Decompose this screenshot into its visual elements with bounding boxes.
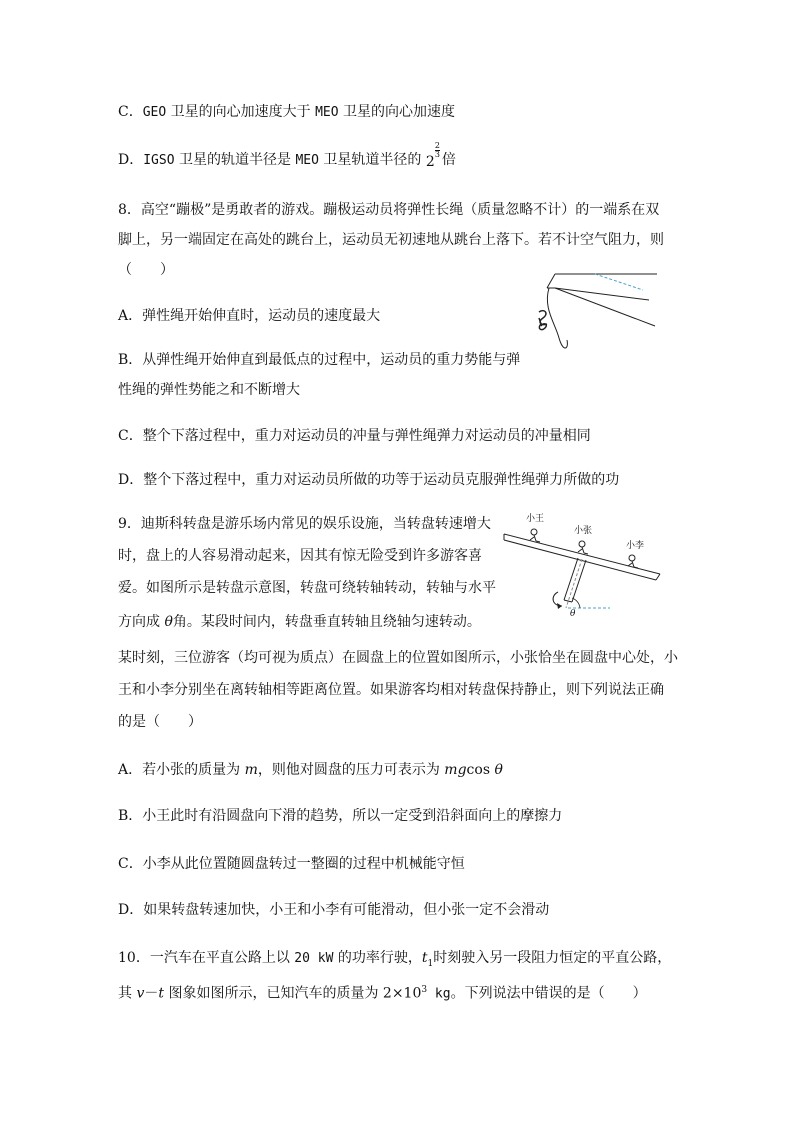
q9-stem-line3: 爱。如图所示是转盘示意图，转盘可绕转轴转动，转轴与水平 <box>118 580 496 596</box>
q8-option-d: D．整个下落过程中，重力对运动员所做的功等于运动员克服弹性绳弹力所做的功 <box>118 472 620 488</box>
dashed-guide <box>595 274 643 290</box>
q9-option-a: A．若小张的质量为 m，则他对圆盘的压力可表示为 mgcos θ <box>118 762 503 778</box>
q9-stem-line2: 时，盘上的人容易滑动起来，因其有惊无险受到许多游客喜 <box>118 548 482 564</box>
q9-stem-line6: 王和小李分别坐在离转轴相等距离位置。如果游客均相对转盘保持静止，则下列说法正确 <box>118 682 664 698</box>
q9-stem-line4: 方向成 θ角。某段时间内，转盘垂直转轴且绕轴匀速转动。 <box>118 614 481 630</box>
q9-option-b: B．小王此时有沿圆盘向下滑的趋势，所以一定受到沿斜面向上的摩擦力 <box>118 808 563 824</box>
q8-stem-line3: （ ） <box>118 262 174 278</box>
label-zhang: 小张 <box>574 526 593 536</box>
q7-option-d: D．IGSO 卫星的轨道半径是 MEO 卫星轨道半径的 2 2 3 倍 <box>118 141 456 170</box>
bungee-cord <box>547 288 567 348</box>
q9-stem-line5: 某时刻，三位游客（均可视为质点）在圆盘上的位置如图所示，小张恰坐在圆盘中心处，小 <box>118 650 678 666</box>
q7-option-c: C．GEO 卫星的向心加速度大于 MEO 卫星的向心加速度 <box>118 104 456 120</box>
q9-stem-line1: 9．迪斯科转盘是游乐场内常见的娱乐设施，当转盘转速增大 <box>118 516 491 532</box>
q8-option-b-line1: B．从弹性绳开始伸直到最低点的过程中，运动员的重力势能与弹 <box>118 352 521 368</box>
q8-stem-line1: 8．高空“蹦极”是勇敢者的游戏。蹦极运动员将弹性长绳（质量忽略不计）的一端系在双 <box>118 202 660 218</box>
q8-option-b-line2: 性绳的弹性势能之和不断增大 <box>118 382 300 398</box>
q9-option-c: C．小李从此位置随圆盘转过一整圈的过程中机械能守恒 <box>118 856 465 872</box>
q9-option-d: D．如果转盘转速加快，小王和小李有可能滑动，但小张一定不会滑动 <box>118 902 550 918</box>
theta-label: θ <box>570 609 576 619</box>
platform-slope <box>555 288 655 326</box>
q10-line2: 其 v－t 图象如图所示，已知汽车的质量为 $2\times 10^3$ kg。下列说法中错误的是（ ） <box>118 985 647 1002</box>
rotation-axle <box>564 558 586 608</box>
person-zhang <box>578 541 588 554</box>
label-li: 小李 <box>626 541 645 551</box>
q8-option-a: A．弹性绳开始伸直时，运动员的速度最大 <box>118 308 381 324</box>
q8-stem-line2: 脚上，另一端固定在高处的跳台上，运动员无初速地从跳台上落下。若不计空气阻力，则 <box>118 232 664 248</box>
jumper-figure <box>539 311 547 330</box>
power-expression: 2 2 3 <box>425 141 440 170</box>
platform-bottom-edge <box>555 288 649 300</box>
q8-option-c: C．整个下落过程中，重力对运动员的冲量与弹性绳弹力对运动员的冲量相同 <box>118 428 591 444</box>
q10-line1: 10．一汽车在平直公路上以 20 kW 的功率行驶，$t_1$时刻驶入另一段阻力恒定的平直公路， <box>118 950 672 969</box>
person-wang <box>530 529 540 542</box>
turntable-diagram <box>500 508 670 628</box>
label-wang: 小王 <box>526 514 545 524</box>
platform-front <box>547 274 555 288</box>
q9-stem-line7: 的是（ ） <box>118 714 202 730</box>
disc-right-end <box>656 574 660 580</box>
bungee-diagram <box>525 268 665 368</box>
